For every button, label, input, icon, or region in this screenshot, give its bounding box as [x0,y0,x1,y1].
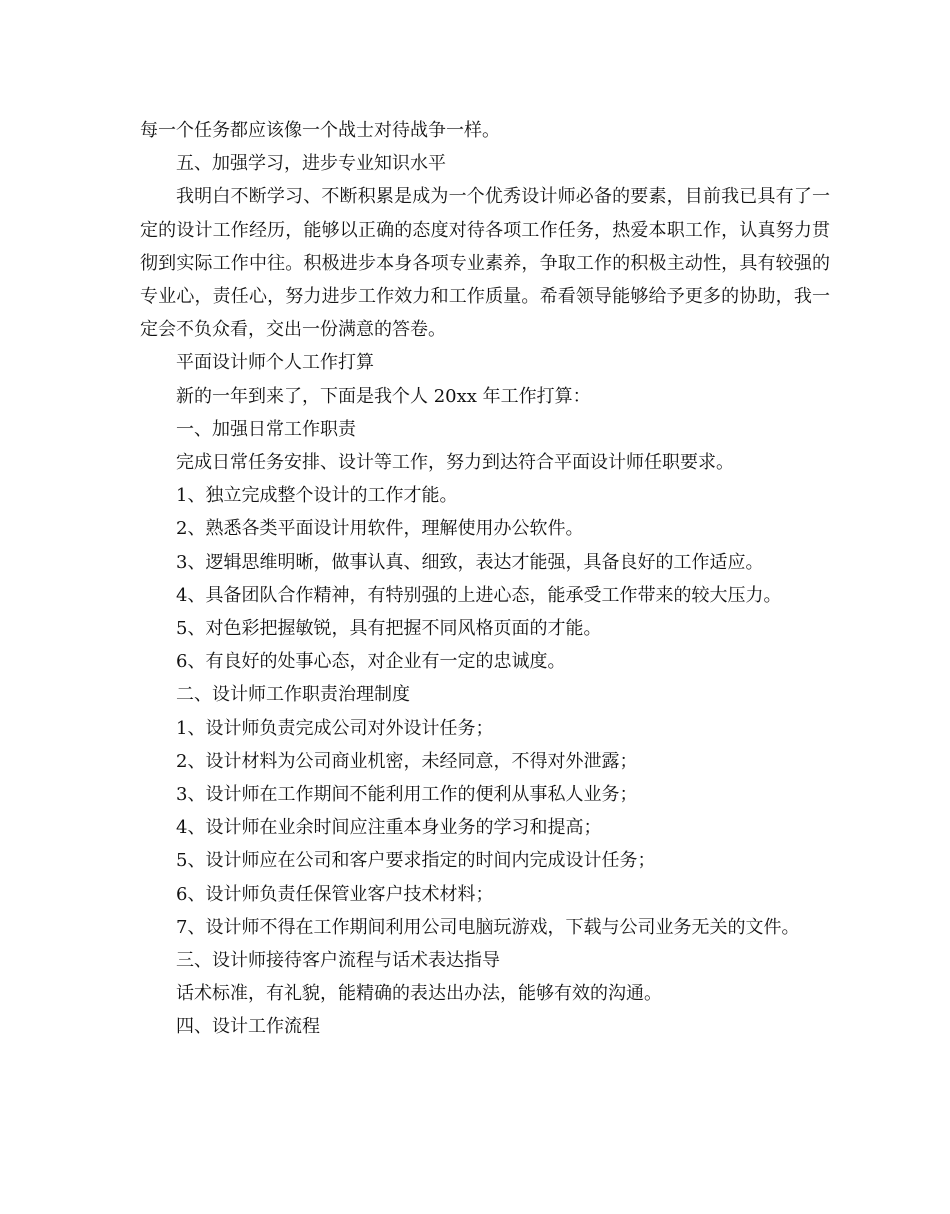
paragraph-7: 完成日常任务安排、设计等工作，努力到达符合平面设计师任职要求。 [176,452,734,474]
section-heading-1: 一、加强日常工作职责 [176,418,356,440]
list-item: 3、逻辑思维明晰，做事认真、细致，表达才能强，具备良好的工作适应。 [176,551,764,573]
list-item: 4、具备团队合作精神，有特别强的上进心态，能承受工作带来的较大压力。 [176,584,782,606]
paragraph-5: 新的一年到来了，下面是我个人 20xx 年工作打算： [176,385,591,407]
list-item: 5、对色彩把握敏锐，具有把握不同风格页面的才能。 [176,618,602,640]
paragraph-3: 我明白不断学习、不断积累是成为一个优秀设计师必备的要素，目前我已具有了一定的设计工作经历，能够以正确的态度对待各项工作任务，热爱本职工作，认真努力贯彻到实际工作中往。积极进步本身各项专业素养，争取工作的积极主动性，具有较强的专业心，责任心，努力进步工作效力和工作质量。希看领导能够给予更多的协助，我一定会不负众看，交出一份满意的答卷。 [140,186,830,341]
subtitle-plan: 平面设计师个人工作打算 [176,352,374,374]
list-item: 2、熟悉各类平面设计用软件，理解使用办公软件。 [176,518,584,540]
paragraph-23: 话术标准，有礼貌，能精确的表达出办法，能够有效的沟通。 [176,983,662,1005]
list-item: 1、设计师负责完成公司对外设计任务； [176,717,494,739]
section-heading-2: 二、设计师工作职责治理制度 [176,684,410,706]
document-body [140,114,830,1044]
list-item: 3、设计师在工作期间不能利用工作的便利从事私人业务； [176,784,638,806]
list-item: 2、设计材料为公司商业机密，未经同意，不得对外泄露； [176,750,638,772]
list-item: 6、有良好的处事心态，对企业有一定的忠诚度。 [176,651,566,673]
list-item: 1、独立完成整个设计的工作才能。 [176,485,458,507]
list-item: 7、设计师不得在工作期间利用公司电脑玩游戏，下载与公司业务无关的文件。 [176,916,800,938]
list-item: 6、设计师负责任保管业客户技术材料； [176,883,494,905]
list-item: 4、设计师在业余时间应注重本身业务的学习和提高； [176,817,602,839]
list-item: 5、设计师应在公司和客户要求指定的时间内完成设计任务； [176,850,656,872]
section-heading-3: 三、设计师接待客户流程与话术表达指导 [176,950,500,972]
paragraph-1: 每一个任务都应该像一个战士对待战争一样。 [140,120,500,141]
section-heading-5: 五、加强学习，进步专业知识水平 [176,153,446,175]
section-heading-4: 四、设计工作流程 [176,1016,320,1038]
